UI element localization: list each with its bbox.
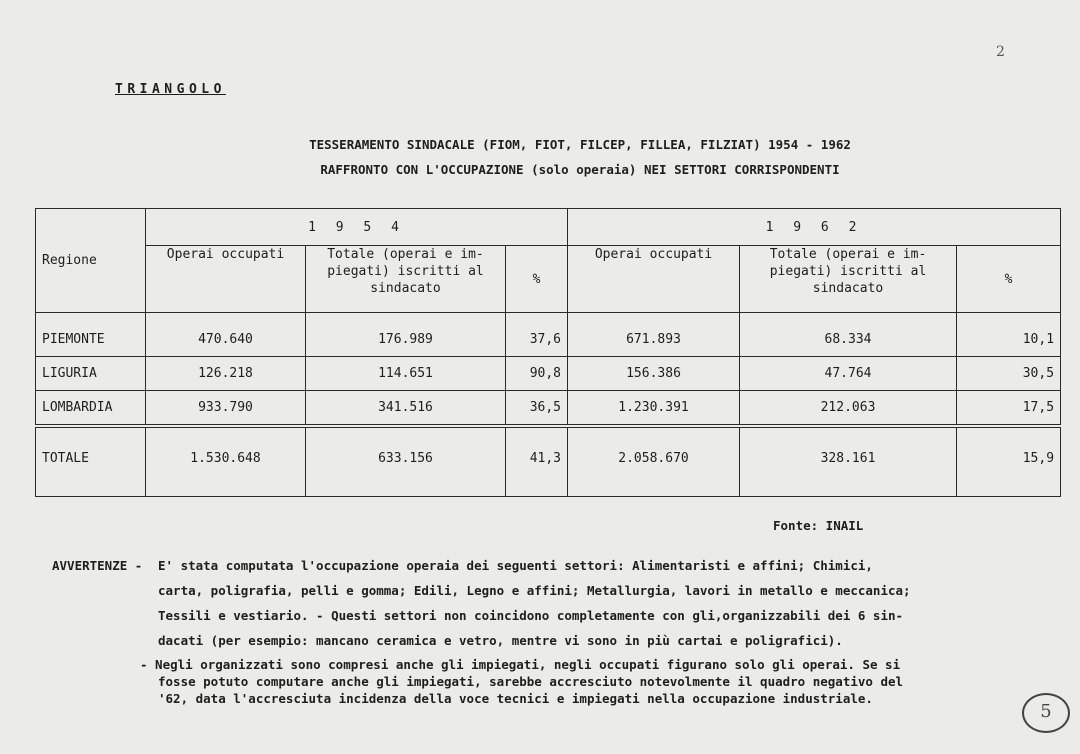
union-1954-header: Totale (operai e im- piegati) iscritti al sindacato: [306, 246, 506, 313]
table-row: [36, 357, 1061, 391]
table-row: [36, 391, 1061, 427]
title-line-1: TESSERAMENTO SINDACALE (FIOM, FIOT, FILCEP, FILLEA, FILZIAT) 1954 - 1962: [309, 137, 851, 152]
pct-1962: 30,5: [957, 357, 1061, 391]
note-line: Tessili e vestiario. - Questi settori non coincidono completamente con gli,organizzabili dei 6 sin-: [158, 608, 904, 623]
archive-stamp: 5: [1022, 693, 1070, 733]
year-1962-header: 1 9 6 2: [568, 209, 1061, 246]
total-union-1954: 633.156: [306, 426, 506, 497]
note-line: - Negli organizzati sono compresi anche gli impiegati, negli occupati figurano solo gli operai. Se si: [140, 657, 901, 672]
note-line: fosse potuto computare anche gli impiegati, sarebbe accresciuto notevolmente il quadro negativo del: [158, 674, 904, 689]
source-note: Fonte: INAIL: [773, 518, 864, 533]
pct-1954: 37,6: [506, 313, 568, 357]
total-union-1962: 328.161: [740, 426, 957, 497]
workers-1954: 126.218: [146, 357, 306, 391]
total-label: TOTALE: [36, 426, 146, 497]
table-row: [36, 313, 1061, 357]
pct-1954: 36,5: [506, 391, 568, 427]
union-1962: 212.063: [740, 391, 957, 427]
note-line: dacati (per esempio: mancano ceramica e vetro, mentre vi sono in più cartai e poligrafici).: [158, 633, 843, 648]
pct-1962-header: %: [957, 246, 1061, 313]
workers-1954: 470.640: [146, 313, 306, 357]
total-pct-1954: 41,3: [506, 426, 568, 497]
union-membership-table: [35, 208, 1061, 497]
year-1954-header: 1 9 5 4: [146, 209, 568, 246]
workers-1954-header: Operai occupati: [146, 246, 306, 313]
pct-1954-header: %: [506, 246, 568, 313]
workers-1962-header: Operai occupati: [568, 246, 740, 313]
warnings-section: [52, 553, 1052, 707]
region-name: LOMBARDIA: [36, 391, 146, 427]
union-1962-header: Totale (operai e im- piegati) iscritti al sindacato: [740, 246, 957, 313]
region-name: LIGURIA: [36, 357, 146, 391]
total-row: [36, 426, 1061, 497]
title-line-2: RAFFRONTO CON L'OCCUPAZIONE (solo operaia) NEI SETTORI CORRISPONDENTI: [320, 162, 840, 177]
workers-1962: 671.893: [568, 313, 740, 357]
pct-1962: 10,1: [957, 313, 1061, 357]
page-number: 2: [996, 44, 1005, 60]
pct-1954: 90,8: [506, 357, 568, 391]
union-1962: 68.334: [740, 313, 957, 357]
region-header: Regione: [36, 209, 146, 313]
union-1954: 341.516: [306, 391, 506, 427]
note-line: '62, data l'accresciuta incidenza della voce tecnici e impiegati nella occupazione industriale.: [158, 691, 873, 706]
warning-paragraph-1: [158, 553, 1052, 653]
note-line: carta, poligrafia, pelli e gomma; Edili, Legno e affini; Metallurgia, lavori in metallo e meccanica;: [158, 583, 911, 598]
total-workers-1954: 1.530.648: [146, 426, 306, 497]
union-1954: 114.651: [306, 357, 506, 391]
note-line: E' stata computata l'occupazione operaia dei seguenti settori: Alimentaristi e affini; Chimici,: [158, 558, 873, 573]
total-pct-1962: 15,9: [957, 426, 1061, 497]
total-workers-1962: 2.058.670: [568, 426, 740, 497]
union-1962: 47.764: [740, 357, 957, 391]
union-1954: 176.989: [306, 313, 506, 357]
pct-1962: 17,5: [957, 391, 1061, 427]
workers-1954: 933.790: [146, 391, 306, 427]
document-heading: TRIANGOLO: [115, 82, 226, 97]
region-name: PIEMONTE: [36, 313, 146, 357]
workers-1962: 156.386: [568, 357, 740, 391]
warnings-label: AVVERTENZE -: [52, 558, 143, 573]
warning-paragraph-2: [140, 656, 1052, 707]
workers-1962: 1.230.391: [568, 391, 740, 427]
